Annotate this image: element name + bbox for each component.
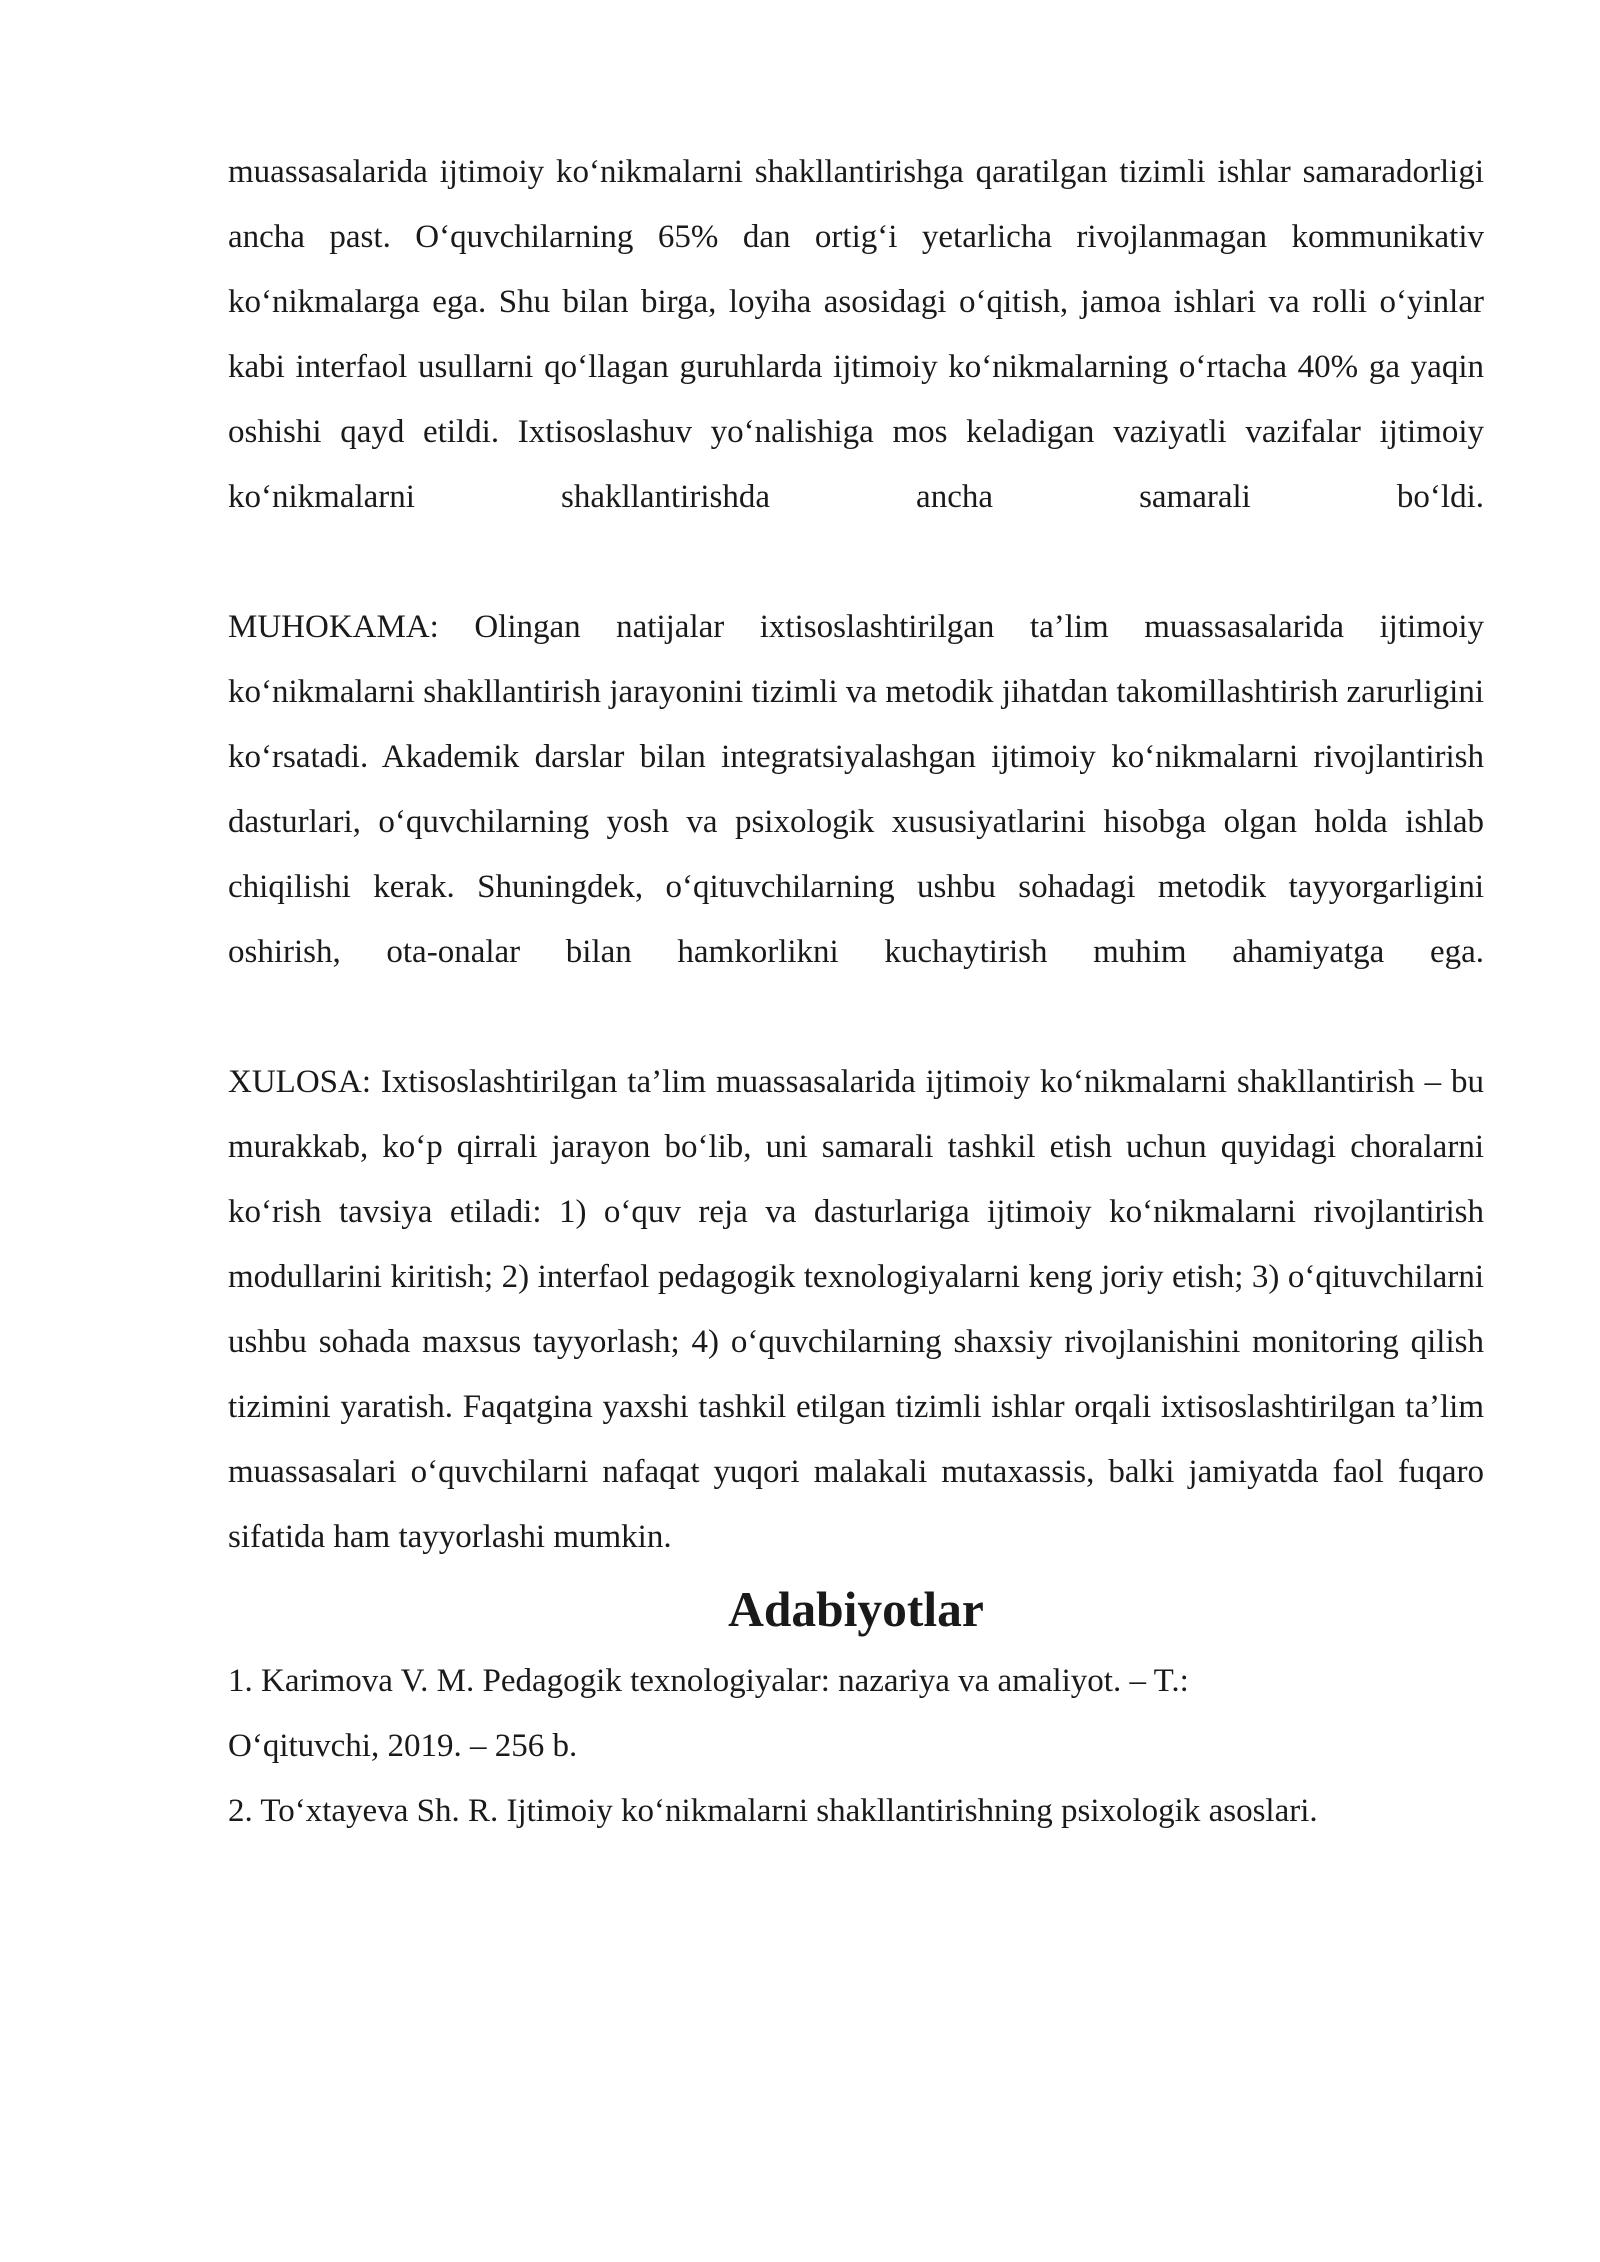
reference-1-line-2: O‘qituvchi, 2019. – 256 b. — [228, 1728, 578, 1764]
paragraph-gap — [228, 530, 1484, 595]
reference-1-line-1: 1. Karimova V. M. Pedagogik texnologiyalar: nazariya va amaliyot. – T.: — [228, 1663, 1189, 1699]
reference-item-1 — [228, 1649, 1484, 1779]
reference-item-2 — [228, 1779, 1484, 1844]
discussion-paragraph: MUHOKAMA: Olingan natijalar ixtisoslashtirilgan ta’lim muassasalarida ijtimoiy ko‘nikmalarni shakllantirish jarayonini tizimli va metodik jihatdan takomillashtirish zarurligini ko‘rsatadi. Akademik darslar bilan integratsiyalashgan ijtimoiy ko‘nikmalarni rivojlantirish dasturlari, o‘quvchilarning yosh va psixologik xususiyatlarini hisobga olgan holda ishlab chiqilishi kerak. Shuningdek, o‘qituvchilarning ushbu sohadagi metodik tayyorgarligini oshirish, ota-onalar bilan hamkorlikni kuchaytirish muhim ahamiyatga ega. — [228, 609, 1484, 970]
paragraph-gap — [228, 985, 1484, 1050]
conclusion-paragraph: XULOSA: Ixtisoslashtirilgan ta’lim muassasalarida ijtimoiy ko‘nikmalarni shakllantirish – bu murakkab, ko‘p qirrali jarayon bo‘lib, uni samarali tashkil etish uchun quyidagi choralarni ko‘rish tavsiya etiladi: 1) o‘quv reja va dasturlariga ijtimoiy ko‘nikmalarni rivojlantirish modullarini kiritish; 2) interfaol pedagogik texnologiyalarni keng joriy etish; 3) o‘qituvchilarni ushbu sohada maxsus tayyorlash; 4) o‘quvchilarning shaxsiy rivojlanishini monitoring qilish tizimini yaratish. Faqatgina yaxshi tashkil etilgan tizimli ishlar orqali ixtisoslashtirilgan ta’lim muassasalari o‘quvchilarni nafaqat yuqori malakali mutaxassis, balki jamiyatda faol fuqaro sifatida ham tayyorlashi mumkin. — [228, 1064, 1484, 1555]
results-paragraph: muassasalarida ijtimoiy ko‘nikmalarni shakllantirishga qaratilgan tizimli ishlar samaradorligi ancha past. O‘quvchilarning 65% dan ortig‘i yetarlicha rivojlanmagan kommunikativ ko‘nikmalarga ega. Shu bilan birga, loyiha asosidagi o‘qitish, jamoa ishlari va rolli o‘yinlar kabi interfaol usullarni qo‘llagan guruhlarda ijtimoiy ko‘nikmalarning o‘rtacha 40% ga yaqin oshishi qayd etildi. Ixtisoslashuv yo‘nalishiga mos keladigan vaziyatli vazifalar ijtimoiy ko‘nikmalarni shakllantirishda ancha samarali bo‘ldi. — [228, 154, 1484, 515]
references-heading: Adabiyotlar — [728, 1582, 984, 1637]
reference-2-line-1: 2. To‘xtayeva Sh. R. Ijtimoiy ko‘nikmalarni shakllantirishning psixologik asoslari. — [228, 1793, 1318, 1829]
document-page — [228, 140, 1484, 1844]
